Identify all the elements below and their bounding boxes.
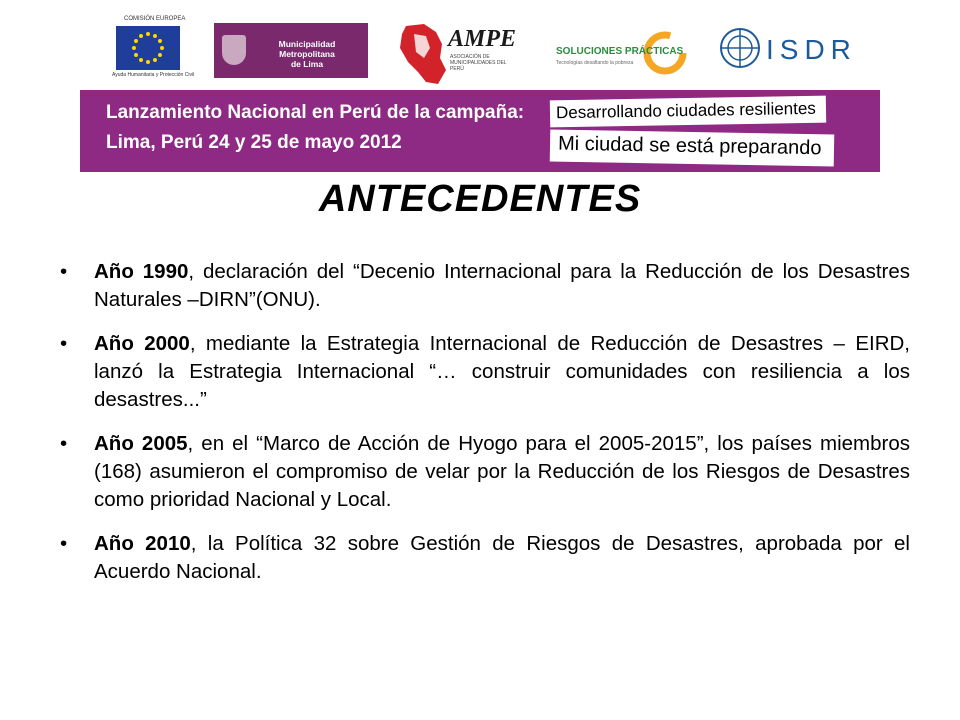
banner-tag-resilientes: Desarrollando ciudades resilientes <box>550 96 826 128</box>
bullet-icon: • <box>60 332 68 355</box>
bullet-text: , en el “Marco de Acción de Hyogo para el 2005-2015”, los países miembros (168) asumieron el compromiso de velar por la Reducción de los Riesgos de Desastres como prioridad Nacional y Local. <box>94 432 910 511</box>
bullet-year: Año 1990 <box>94 260 189 283</box>
slide-title: ANTECEDENTES <box>318 178 642 220</box>
list-item <box>60 530 910 586</box>
campaign-banner <box>80 90 880 172</box>
bullet-list <box>60 258 910 602</box>
soluciones-subtitle: Tecnologías desafiando la pobreza <box>556 60 634 66</box>
list-item <box>60 430 910 514</box>
list-item <box>60 258 910 314</box>
eu-logo-top-text: COMISIÓN EUROPEA <box>124 16 186 22</box>
peru-map-icon <box>396 22 448 88</box>
ampe-logo <box>396 22 526 92</box>
municipalidad-line2: de Lima <box>290 59 324 69</box>
bullet-icon: • <box>60 532 68 555</box>
bullet-year: Año 2010 <box>94 532 191 555</box>
bullet-year: Año 2005 <box>94 432 188 455</box>
banner-line2: Lima, Perú 24 y 25 de mayo 2012 <box>106 132 402 153</box>
shield-icon <box>222 35 246 65</box>
ampe-subtitle: ASOCIACIÓN DE MUNICIPALIDADES DEL PERÚ <box>450 54 507 72</box>
eu-logo <box>112 16 195 78</box>
banner-tag-preparando: Mi ciudad se está preparando <box>550 130 834 167</box>
municipalidad-name <box>250 39 364 69</box>
bullet-icon: • <box>60 432 68 455</box>
soluciones-title: SOLUCIONES PRÁCTICAS <box>556 46 684 57</box>
bullet-text: , declaración del “Decenio Internacional para la Reducción de los Desastres Naturales –DIRN”(ONU). <box>94 260 910 311</box>
municipalidad-line1: Municipalidad Metropolitana <box>278 39 336 59</box>
eu-flag-icon <box>116 26 180 70</box>
list-item <box>60 330 910 414</box>
un-emblem-icon <box>718 26 762 70</box>
isdr-logo <box>718 26 868 76</box>
banner-line1: Lanzamiento Nacional en Perú de la campaña: <box>106 102 525 123</box>
bullet-icon: • <box>60 260 68 283</box>
bullet-text: , mediante la Estrategia Internacional de Reducción de Desastres – EIRD, lanzó la Estrategia Internacional “… construir comunidades con resiliencia a los desastres...” <box>94 332 910 411</box>
isdr-text: ISDR <box>766 34 857 65</box>
logo-strip <box>0 0 960 90</box>
bullet-text: , la Política 32 sobre Gestión de Riesgos de Desastres, aprobada por el Acuerdo Nacional. <box>94 532 910 583</box>
ampe-title: AMPE <box>448 26 517 52</box>
eu-logo-bottom-text: Ayuda Humanitaria y Protección Civil <box>112 72 195 78</box>
bullet-year: Año 2000 <box>94 332 190 355</box>
soluciones-practicas-logo <box>552 30 690 80</box>
municipalidad-logo <box>214 23 368 78</box>
